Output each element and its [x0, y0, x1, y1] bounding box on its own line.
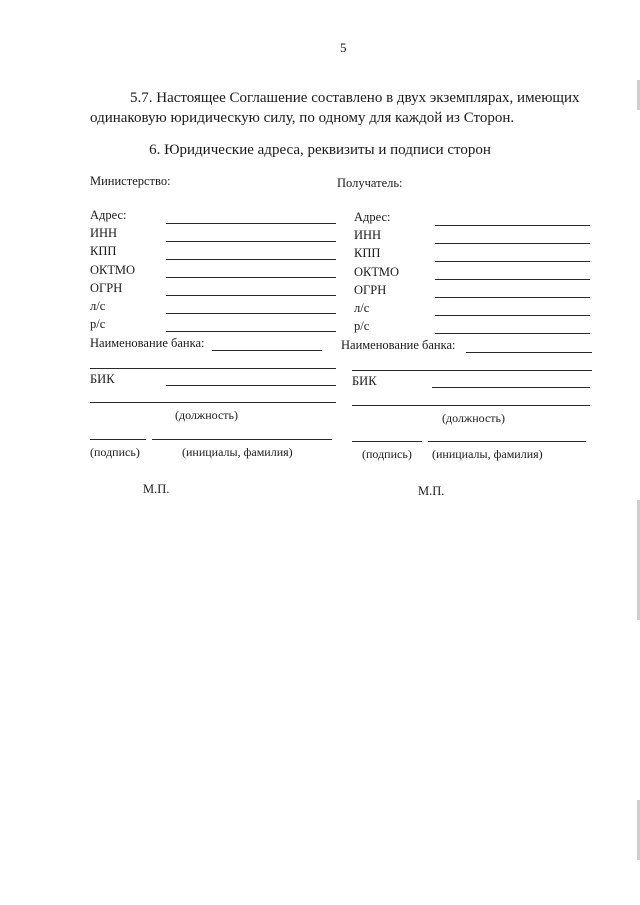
recipient-inn-line[interactable]: [435, 243, 590, 244]
recipient-position-label: (должность): [442, 411, 505, 425]
recipient-bik-line-2[interactable]: [352, 405, 590, 406]
ministry-bank-label: Наименование банка:: [90, 336, 205, 350]
recipient-signature-label: (подпись): [362, 447, 412, 461]
ministry-rs-label: р/с: [90, 317, 106, 331]
ministry-ls-label: л/с: [90, 299, 106, 313]
recipient-ls-label: л/с: [354, 301, 370, 315]
ministry-signature-line[interactable]: [90, 439, 146, 440]
recipient-party-label: Получатель:: [337, 176, 403, 190]
paragraph-line-2: одинаковую юридическую силу, по одному для каждой из Сторон.: [90, 110, 515, 126]
ministry-position-label: (должность): [175, 408, 238, 422]
ministry-oktmo-line[interactable]: [166, 277, 336, 278]
paragraph-5-7: [90, 88, 598, 128]
recipient-address-line[interactable]: [435, 225, 590, 226]
ministry-address-label: Адрес:: [90, 208, 127, 222]
recipient-bank-line-2[interactable]: [352, 370, 592, 371]
ministry-bank-line[interactable]: [212, 350, 322, 351]
recipient-ls-line[interactable]: [435, 315, 590, 316]
ministry-signature-label: (подпись): [90, 445, 140, 459]
recipient-name-line[interactable]: [428, 441, 586, 442]
ministry-inn-label: ИНН: [90, 226, 118, 240]
ministry-bik-line-2[interactable]: [90, 402, 336, 403]
ministry-address-line[interactable]: [166, 223, 336, 224]
recipient-rs-label: р/с: [354, 319, 370, 333]
recipient-rs-line[interactable]: [435, 333, 590, 334]
recipient-bik-line[interactable]: [432, 387, 590, 388]
recipient-oktmo-line[interactable]: [435, 279, 590, 280]
recipient-address-label: Адрес:: [354, 210, 391, 224]
ministry-bik-label: БИК: [90, 372, 115, 386]
ministry-party-label: Министерство:: [90, 174, 171, 188]
recipient-oktmo-label: ОКТМО: [354, 265, 399, 279]
recipient-signature-line[interactable]: [352, 441, 422, 442]
recipient-stamp-label: М.П.: [418, 484, 445, 498]
recipient-kpp-line[interactable]: [435, 261, 590, 262]
recipient-kpp-label: КПП: [354, 246, 381, 260]
recipient-ogrn-line[interactable]: [435, 297, 590, 298]
ministry-kpp-label: КПП: [90, 244, 117, 258]
recipient-bank-line[interactable]: [466, 352, 592, 353]
page-number: 5: [340, 40, 347, 55]
ministry-bank-line-2[interactable]: [90, 368, 336, 369]
section-6-title: 6. Юридические адреса, реквизиты и подписи сторон: [149, 142, 491, 158]
ministry-stamp-label: М.П.: [143, 482, 170, 496]
paragraph-line-1: 5.7. Настоящее Соглашение составлено в двух экземплярах, имеющих: [130, 90, 580, 106]
ministry-rs-line[interactable]: [166, 331, 336, 332]
recipient-bik-label: БИК: [352, 374, 377, 388]
ministry-ogrn-line[interactable]: [166, 295, 336, 296]
ministry-name-label: (инициалы, фамилия): [182, 445, 293, 459]
recipient-bank-label: Наименование банка:: [341, 338, 456, 352]
ministry-ogrn-label: ОГРН: [90, 281, 123, 295]
ministry-oktmo-label: ОКТМО: [90, 263, 135, 277]
ministry-ls-line[interactable]: [166, 313, 336, 314]
recipient-ogrn-label: ОГРН: [354, 283, 387, 297]
recipient-name-label: (инициалы, фамилия): [432, 447, 543, 461]
ministry-kpp-line[interactable]: [166, 259, 336, 260]
recipient-inn-label: ИНН: [354, 228, 382, 242]
ministry-bik-line[interactable]: [166, 385, 336, 386]
ministry-inn-line[interactable]: [166, 241, 336, 242]
ministry-name-line[interactable]: [152, 439, 332, 440]
